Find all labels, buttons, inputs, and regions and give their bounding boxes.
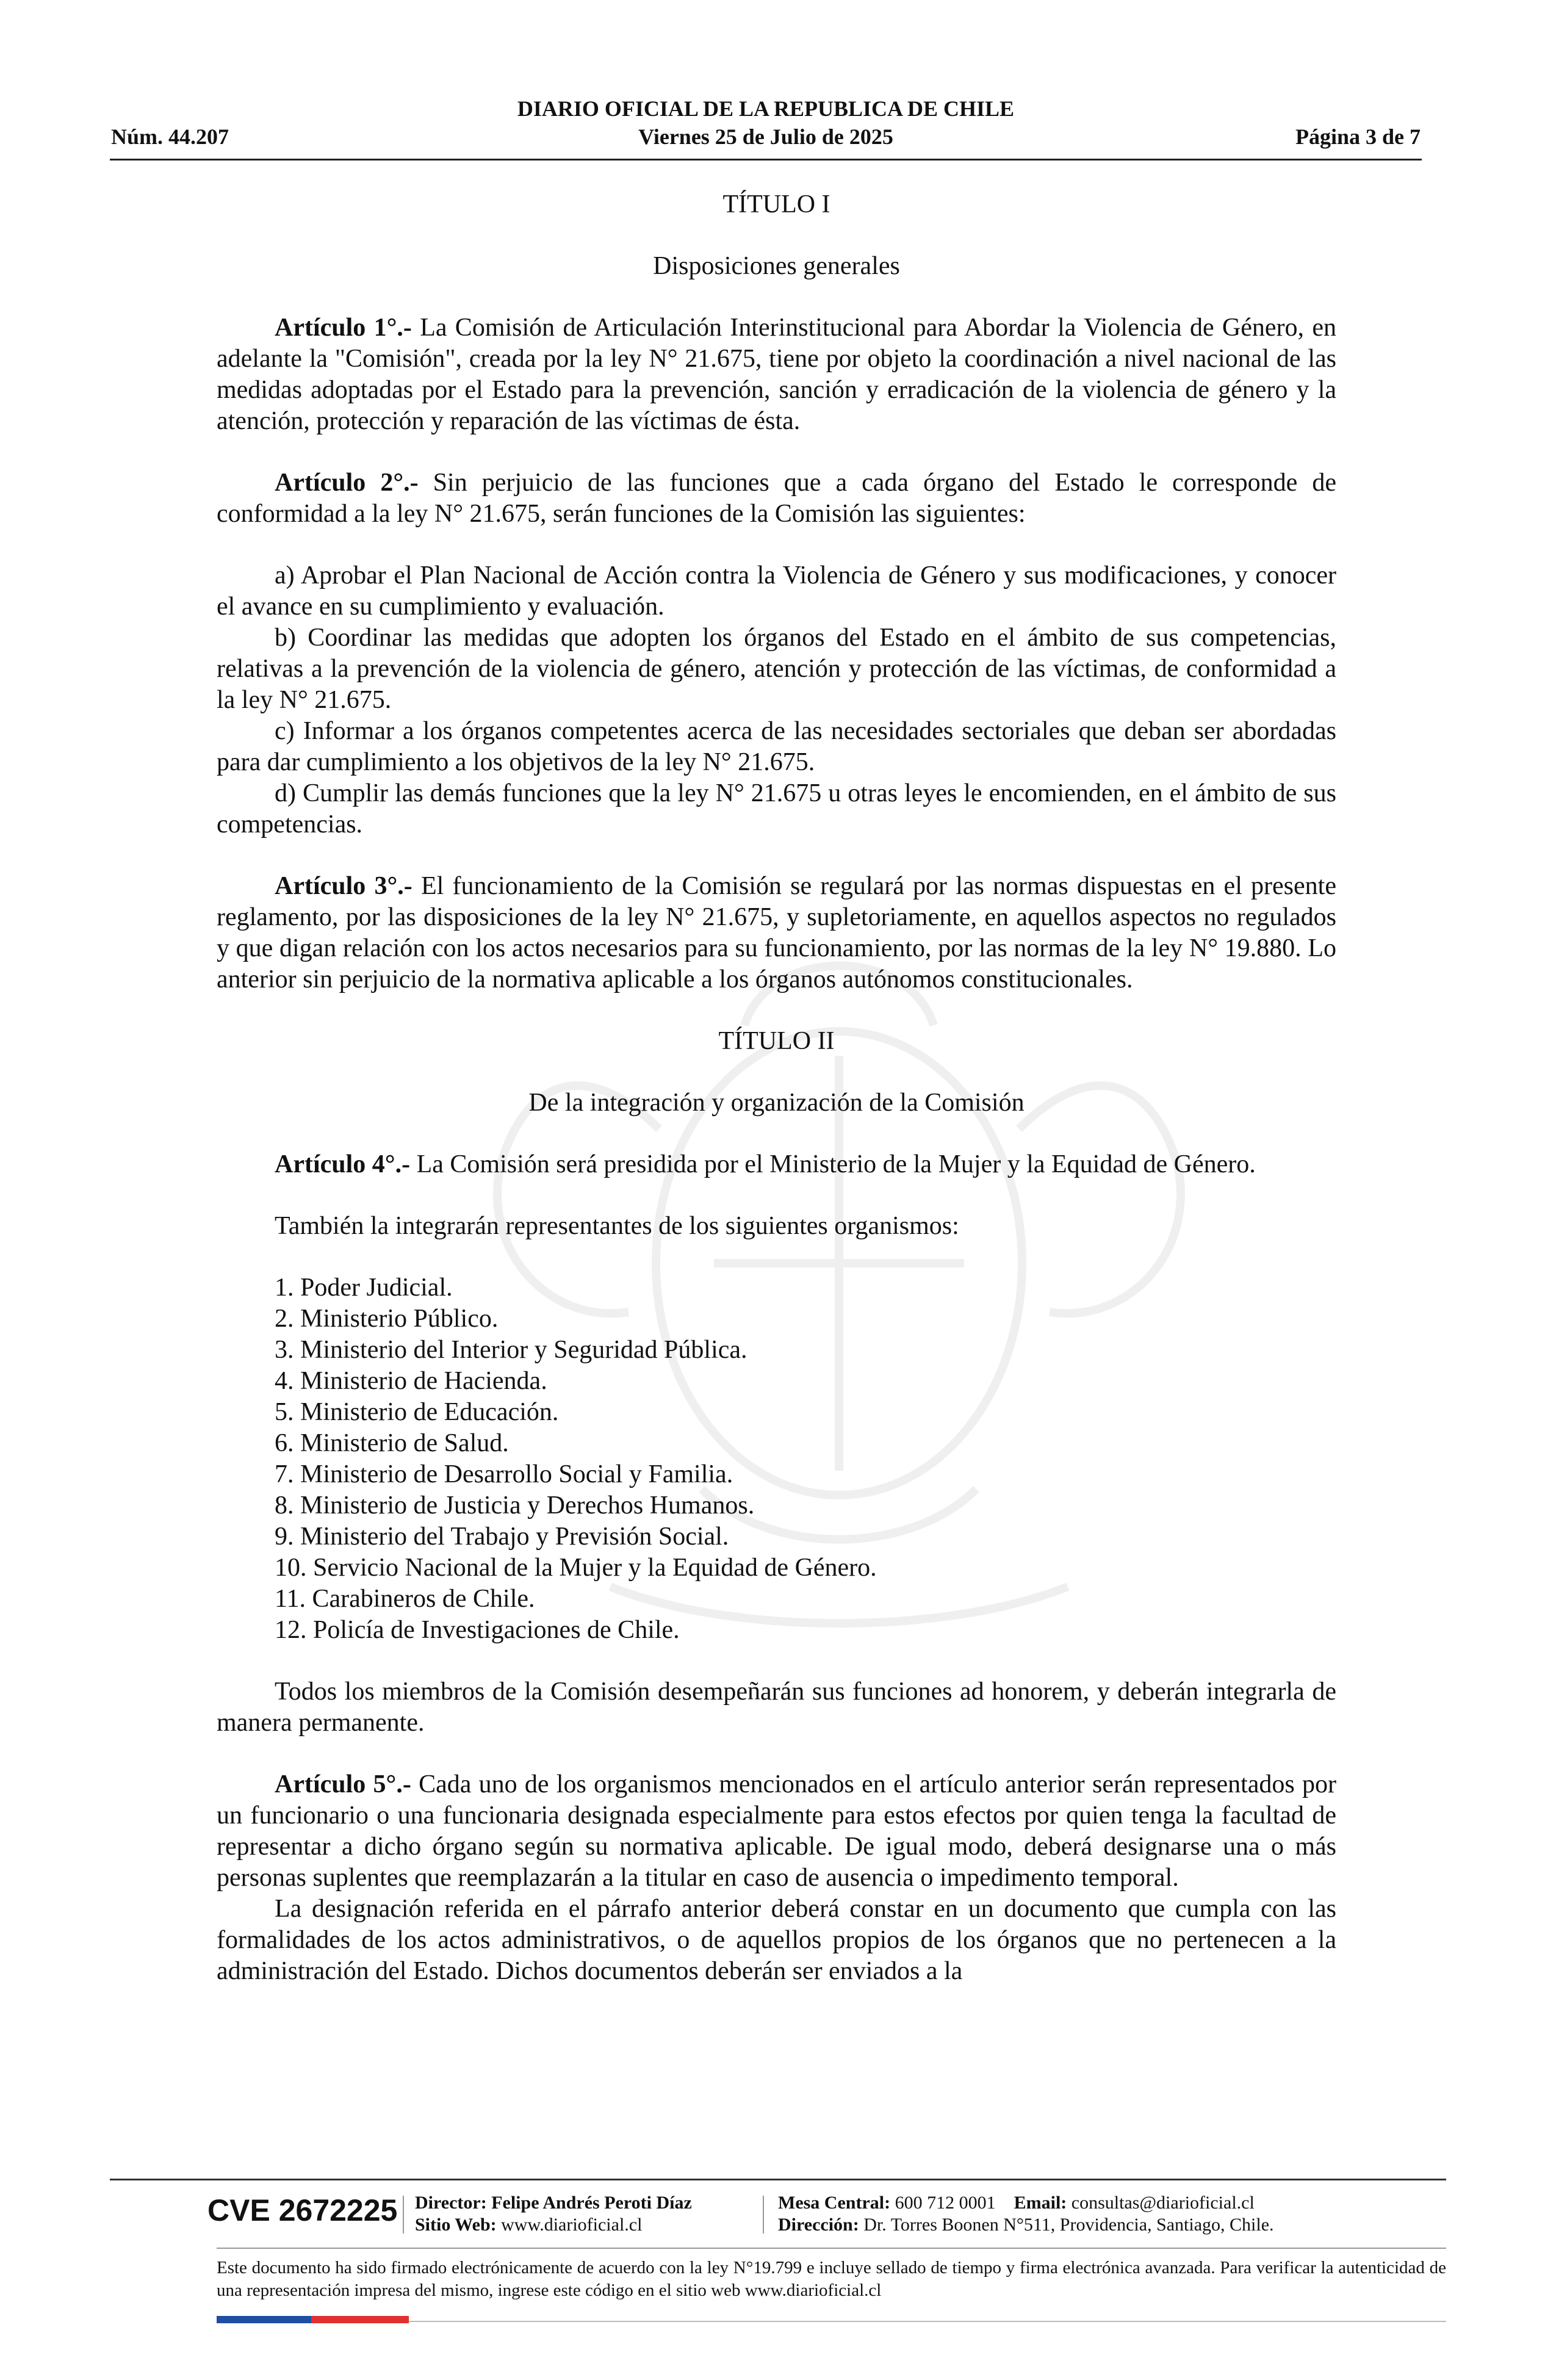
mesa-value: 600 712 0001 [890,2193,996,2213]
page-header [110,95,1422,160]
list-item: 8. Ministerio de Justicia y Derechos Humanos. [275,1491,755,1520]
article-5-heading: Artículo 5°.- [275,1770,411,1798]
mesa-label: Mesa Central: [778,2193,891,2213]
article-3-heading: Artículo 3°.- [275,872,412,900]
header-number: Núm. 44.207 [111,124,229,149]
titulo-2-heading: TÍTULO II [718,1027,835,1055]
article-5-text: Cada uno de los organismos mencionados en el artículo anterior serán representados por un funcionario o una funcionaria designada especialmente para estos efectos por quien tenga la facultad de representar a dicho órgano según su normativa aplicable. De igual modo, deberá designarse una o más personas suplentes que reemplazarán a la titular en caso de ausencia o impedimento temporal. [217,1770,1336,1892]
web-label: Sitio Web: [415,2215,497,2235]
direccion-value: Dr. Torres Boonen N°511, Providencia, Santiago, Chile. [859,2215,1274,2235]
flag-red-stripe [311,2316,409,2323]
list-item: 10. Servicio Nacional de la Mujer y la Equidad de Género. [275,1554,877,1582]
article-3 [217,871,1336,995]
footer-separator [763,2196,764,2234]
email-label: Email: [1014,2193,1067,2213]
titulo-2-subheading: De la integración y organización de la Comisión [528,1089,1025,1117]
article-5 [217,1769,1336,1894]
list-item: 2. Ministerio Público. [275,1305,499,1333]
document-body [217,189,1336,1987]
list-item: 9. Ministerio del Trabajo y Previsión Social. [275,1523,729,1551]
flag-blue-stripe [217,2316,311,2323]
chile-flag-stripe-icon [217,2316,409,2323]
list-item: 6. Ministerio de Salud. [275,1429,509,1457]
list-item: 5. Ministerio de Educación. [275,1398,559,1426]
article-2-item-c: c) Informar a los órganos competentes acerca de las necesidades sectoriales que deban ser abordadas para dar cumplimiento a los objetivos de la ley N° 21.675. [217,717,1336,776]
article-3-text: El funcionamiento de la Comisión se regulará por las normas dispuestas en el presente reglamento, por las disposiciones de la ley N° 21.675, y supletoriamente, en aquellos aspectos no regulados y que digan relación con los actos necesarios para su funcionamiento, por las normas de la ley N° 19.880. Lo anterior sin perjuicio de la normativa aplicable a los órganos autónomos constitucionales. [217,872,1336,993]
list-item: 7. Ministerio de Desarrollo Social y Familia. [275,1460,733,1488]
article-5-paragraph-2: La designación referida en el párrafo anterior deberá constar en un documento que cumpla con las formalidades de los actos administrativos, o de aquellos propios de los órganos que no pertenecen a la administración del Estado. Dichos documentos deberán ser enviados a la [217,1895,1336,1985]
footer-director-block [415,2192,692,2236]
list-item: 4. Ministerio de Hacienda. [275,1367,547,1395]
cve-code: CVE 2672225 [207,2193,398,2227]
footer-separator [403,2196,404,2234]
article-4-intro: También la integrarán representantes de los siguientes organismos: [275,1212,959,1240]
article-2-text: Sin perjuicio de las funciones que a cada órgano del Estado le corresponde de conformidad a la ley N° 21.675, serán funciones de la Comisión las siguientes: [217,469,1336,528]
email-link[interactable]: consultas@diarioficial.cl [1067,2193,1255,2213]
list-item: 3. Ministerio del Interior y Seguridad Pública. [275,1336,747,1364]
article-1-heading: Artículo 1°.- [275,314,412,342]
header-title-block [110,95,1422,151]
list-item: 12. Policía de Investigaciones de Chile. [275,1616,680,1644]
web-link[interactable]: www.diarioficial.cl [496,2215,643,2235]
article-2-item-d: d) Cumplir las demás funciones que la ley N° 21.675 u otras leyes le encomienden, en el ámbito de sus competencias. [217,779,1336,838]
article-2-item-a: a) Aprobar el Plan Nacional de Acción contra la Violencia de Género y sus modificaciones, y conocer el avance en su cumplimiento y evaluación. [217,561,1336,621]
header-date: Viernes 25 de Julio de 2025 [638,124,893,149]
article-2 [217,467,1336,530]
direccion-label: Dirección: [778,2215,859,2235]
article-1-text: La Comisión de Articulación Interinstitucional para Abordar la Violencia de Género, en adelante la "Comisión", creada por la ley N° 21.675, tiene por objeto la coordinación a nivel nacional de las medidas adoptadas por el Estado para la prevención, sanción y erradicación de la violencia de género y la atención, protección y reparación de las víctimas de ésta. [217,314,1336,435]
list-item: 11. Carabineros de Chile. [275,1585,535,1613]
titulo-1-heading: TÍTULO I [722,190,830,218]
director-value: Felipe Andrés Peroti Díaz [486,2193,692,2213]
article-4-heading: Artículo 4°.- [275,1150,411,1178]
director-label: Director: [415,2193,487,2213]
footer-legal-note: Este documento ha sido firmado electrónicamente de acuerdo con la ley N°19.799 e incluye sellado de tiempo y firma electrónica avanzada. Para verificar la autenticidad de una representación impresa del mismo, ingrese este código en el sitio web www.diarioficial.cl [217,2258,1446,2300]
footer-contact-block [778,2192,1274,2236]
article-1 [217,312,1336,437]
footer-divider [110,2179,1446,2180]
header-title: DIARIO OFICIAL DE LA REPUBLICA DE CHILE [517,96,1015,121]
article-2-item-b: b) Coordinar las medidas que adopten los órganos del Estado en el ámbito de sus competencias, relativas a la prevención de la violencia de género, atención y protección de las víctimas, de conformidad a la ley N° 21.675. [217,624,1336,714]
article-4-text: La Comisión será presidida por el Ministerio de la Mujer y la Equidad de Género. [410,1150,1256,1178]
article-2-heading: Artículo 2°.- [275,469,419,497]
footer-divider [217,2248,1446,2249]
header-page: Página 3 de 7 [1295,124,1421,149]
list-item: 1. Poder Judicial. [275,1274,453,1302]
titulo-1-subheading: Disposiciones generales [653,252,900,280]
article-4-closing: Todos los miembros de la Comisión desempeñarán sus funciones ad honorem, y deberán integrarla de manera permanente. [217,1678,1336,1737]
article-4 [217,1149,1336,1180]
